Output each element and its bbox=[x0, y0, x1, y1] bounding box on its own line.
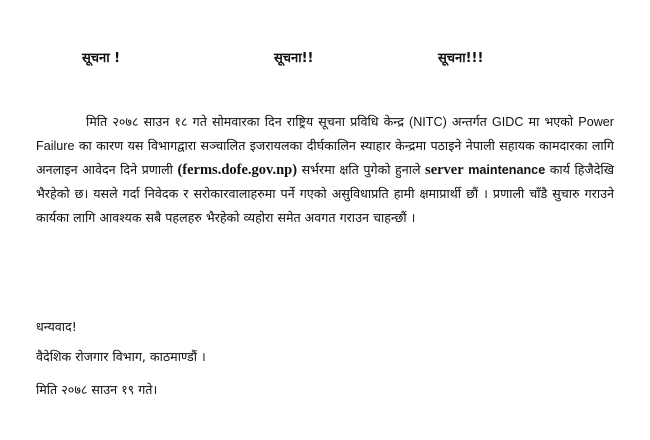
body-url: (ferms.dofe.gov.np) bbox=[177, 162, 298, 178]
body-text-3: मा भएको bbox=[523, 114, 579, 129]
notice-heading-2: सूचना!! bbox=[274, 51, 314, 66]
thanks-line: धन्यवाद! bbox=[36, 319, 77, 334]
body-text-2: अन्तर्गत bbox=[446, 114, 492, 129]
body-text-1: मिति २०७८ साउन १८ गते सोमवारका दिन राष्ट्रिय सूचना प्रविधि केन्द्र bbox=[86, 114, 409, 129]
notice-heading-3: सूचना!!! bbox=[438, 51, 484, 66]
body-text-5: सर्भरमा क्षति पुगेको हुनाले bbox=[297, 162, 426, 177]
body-server: server bbox=[425, 162, 464, 178]
body-power-failure: Power Failure bbox=[36, 115, 614, 153]
notice-heading-1: सूचना ! bbox=[82, 51, 121, 66]
body-nitc: (NITC) bbox=[409, 115, 447, 129]
closing-date-line: मिति २०७८ साउन १९ गते। bbox=[36, 382, 158, 397]
signature-line: वैदेशिक रोजगार विभाग, काठमाण्डौं । bbox=[36, 349, 206, 364]
body-gidc: GIDC bbox=[491, 115, 524, 129]
body-text-7: कार्य हिजैदेखि भैरहेको छ। यसले गर्दा निवेदक र सरोकारवालाहरुमा पर्ने गएको असुविधाप्रति हामी क्षमाप्रार्थी छौं । प्रणाली चाँडै सुचारु गराउने कार्यका लागि आवश्यक सबै पहलहरु भैरहेको व्यहोरा समेत अवगत गराउन चाहन्छौं । bbox=[36, 162, 614, 225]
notice-body-paragraph bbox=[36, 110, 614, 230]
notice-header-row bbox=[0, 48, 650, 72]
body-text-4: का कारण यस विभागद्वारा सञ्चालित इजरायलका दीर्घकालिन स्याहार केन्द्रमा पठाइने नेपाली सहायक कामदारका लागि अनलाइन आवेदन दिने प्रणाली bbox=[36, 138, 614, 177]
body-maintenance: maintenance bbox=[468, 163, 546, 177]
